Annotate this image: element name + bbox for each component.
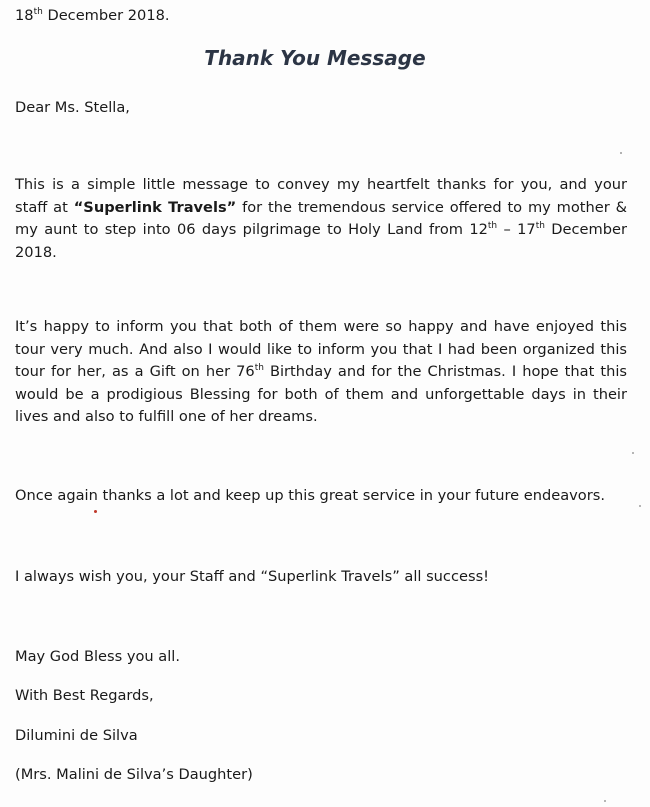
paragraph-1-text-a: This is a simple little message to convey my heartfelt thanks for you, and your staff at (15, 176, 627, 216)
paragraph-1-text-b: for the tremendous service offered to my mother & my aunt to step into 06 days pilgrimage to Holy Land from 12 (15, 198, 627, 238)
scan-speck (620, 152, 622, 154)
letter-title: Thank You Message (204, 46, 426, 70)
company-name: “Superlink Travels” (73, 198, 237, 216)
scan-speck (604, 800, 606, 802)
paragraph-1-sup-1: th (487, 221, 498, 232)
paragraph-3: Once again thanks a lot and keep up this great service in your future endeavors. (15, 487, 605, 504)
paragraph-2-text-a: It’s happy to inform you that both of them were so happy and have enjoyed this tour very much. And also I would like to inform you that I had been organized this tour for her, as a Gift on her 76 (15, 318, 627, 380)
scan-speck (94, 510, 97, 513)
paragraph-1 (15, 174, 627, 264)
date-rest: December 2018. (42, 7, 170, 24)
scan-speck (632, 452, 634, 454)
paragraph-1-sup-2: th (535, 221, 545, 232)
paragraph-2-text-b: Birthday and for the Christmas. I hope that this would be a prodigious Blessing for both of them and unforgettable days in their lives and also to fulfill one of her dreams. (15, 363, 627, 425)
closing: With Best Regards, (15, 687, 154, 704)
paragraph-2-sup: th (254, 363, 264, 374)
date-day-suffix: th (33, 7, 43, 18)
letter-date (15, 6, 170, 26)
paragraph-2 (15, 316, 627, 429)
date-day: 18 (15, 7, 34, 24)
scan-speck (639, 505, 641, 507)
blessing: May God Bless you all. (15, 648, 180, 665)
salutation: Dear Ms. Stella, (15, 99, 130, 116)
paragraph-1-text-c: – 17 (497, 221, 536, 238)
signer-relation: (Mrs. Malini de Silva’s Daughter) (15, 766, 253, 783)
paragraph-4: I always wish you, your Staff and “Superlink Travels” all success! (15, 568, 490, 585)
paragraph-1-text-d: December 2018. (15, 221, 627, 261)
signer-name: Dilumini de Silva (15, 727, 138, 744)
